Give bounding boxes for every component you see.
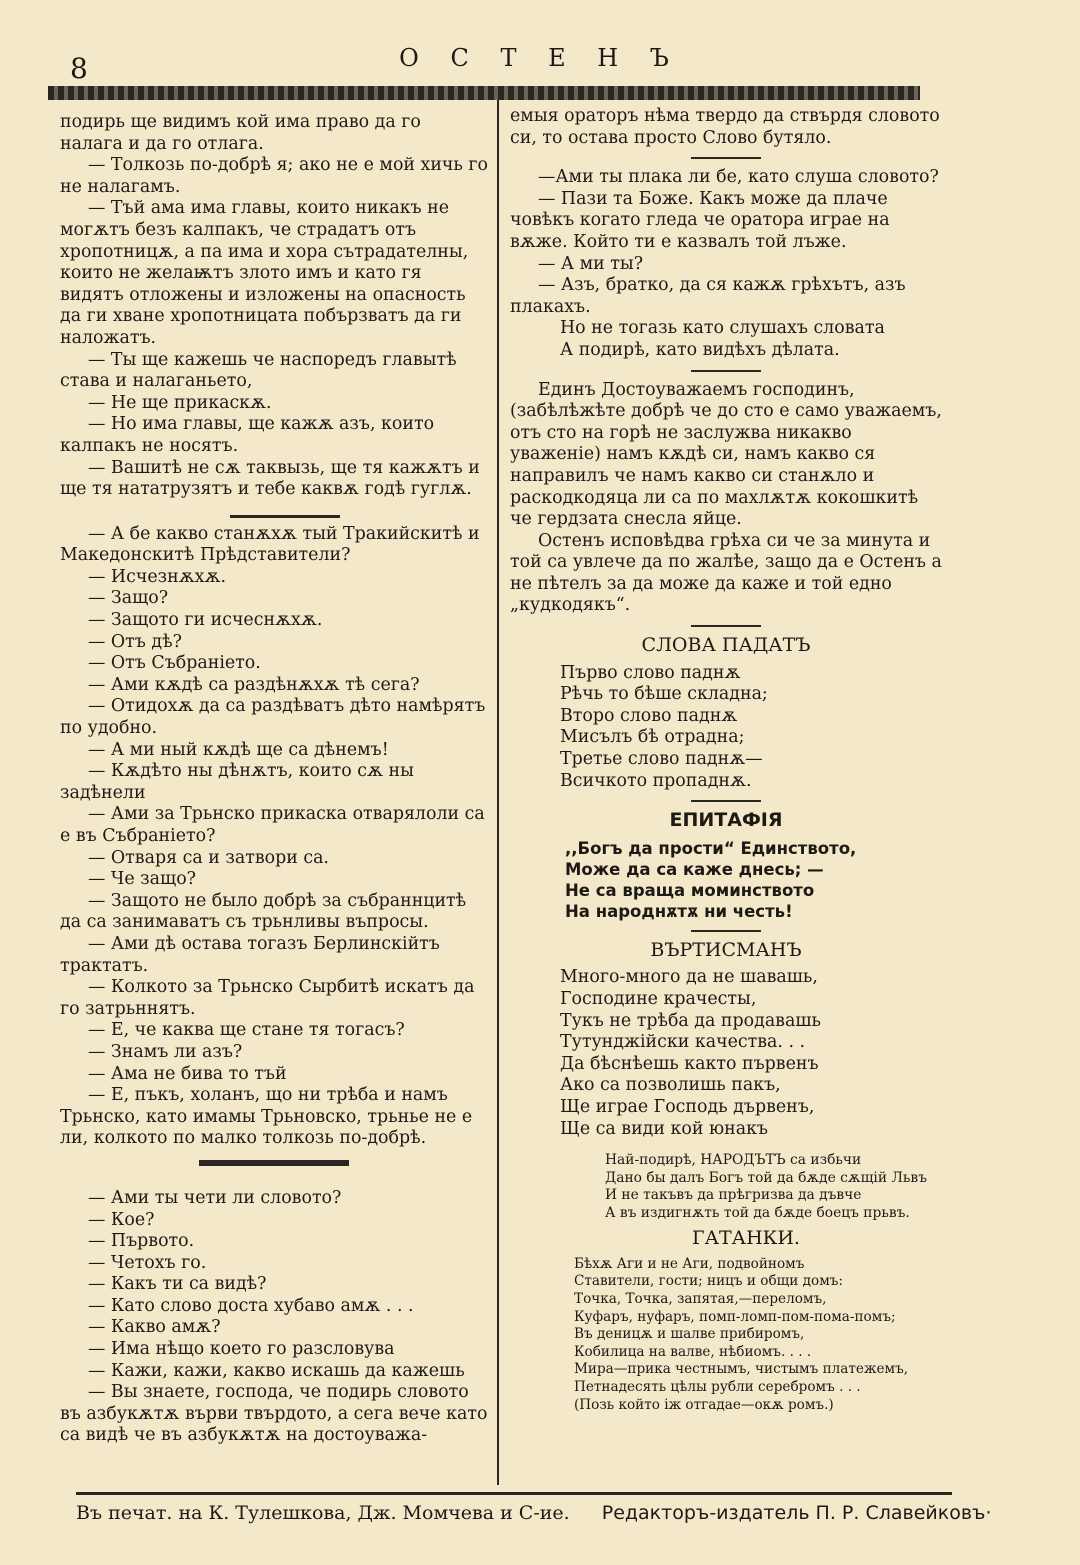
text-block: Остенъ исповѣдва грѣха си че за минута и той са увлече да по жалѣе, защо да е Остенъ а не пѣтелъ за да може да каже и той едно „кудкодякъ“. xyxy=(510,530,942,616)
verse-line: Третье слово паднѫ— xyxy=(560,749,763,770)
verse-line: Първо слово паднѫ xyxy=(560,662,741,683)
verse-line: Ако са позволишь пакъ, xyxy=(560,1075,781,1096)
section-separator xyxy=(691,625,761,627)
riddle-line: Мира—прика честнымъ, чистымъ платежемъ, xyxy=(574,1361,909,1378)
verse-line: А въ издигнѫть той да бѫде боецъ прьвъ. xyxy=(605,1204,910,1221)
section-separator xyxy=(230,515,340,518)
text-block: — А ми ный кѫдѣ ще са дѣнемъ! xyxy=(88,739,389,760)
riddle-line: Бѣхѫ Аги и не Аги, подвойномъ xyxy=(574,1255,805,1272)
imprint-footer xyxy=(76,1502,992,1524)
riddle-line: Въ деницѫ и шалве прибиромъ, xyxy=(574,1326,805,1343)
text-block: — Какъ ти са видѣ? xyxy=(88,1274,267,1295)
dialogue-line: — Азъ, братко, да ся кажѫ грѣхътъ, азъ плакахъ. xyxy=(510,275,906,317)
text-block: — Ами ты чети ли словото? xyxy=(88,1187,342,1208)
text-block: — Защо? xyxy=(88,588,169,609)
text-block: — Четохъ го. xyxy=(88,1252,207,1273)
verse-line: Рѣчь то бѣше складна; xyxy=(560,684,768,705)
text-block: — Колкото за Трьнско Сырбитѣ искатъ да го затрьннятъ. xyxy=(60,977,475,1019)
text-block: — Не ще прикаскѫ. xyxy=(88,392,272,413)
riddle-line: Петнадесять цѣлы рубли серебромъ . . . xyxy=(574,1378,861,1395)
text-block: — Има нѣщо което го разсловува xyxy=(88,1339,395,1360)
dialogue-line: — А ми ты? xyxy=(538,253,644,274)
footer-rule xyxy=(76,1492,952,1495)
verse-line: Второ слово паднѫ xyxy=(560,705,738,726)
masthead-title: О С Т Е Н Ъ xyxy=(399,44,681,72)
text-block: — Вашитѣ не сѫ таквызь, ще тя кажѫтъ и ще тя нататрузятъ и тебе каквѫ годѣ гуглѫ. xyxy=(60,457,480,500)
section-separator xyxy=(691,930,761,932)
section-title: ВЪРТИСМАНЪ xyxy=(650,938,802,961)
verse-line: ,,Богъ да прости“ Единството, xyxy=(565,838,857,858)
column-divider xyxy=(497,100,499,1485)
verse-line: Но не тогазь като слушахъ словата xyxy=(560,318,885,339)
section-separator xyxy=(199,1160,349,1166)
dialogue-line: —Ами ты плака ли бе, като слуша словото? xyxy=(538,167,939,188)
masthead-rule xyxy=(48,86,920,100)
riddle-line: Кобилица на валве, нѣбиомъ. . . . xyxy=(574,1343,812,1360)
verse-line: Много-много да не шавашь, xyxy=(560,967,818,988)
text-block: — Кѫдѣто ны дѣнѫтъ, които сѫ ны задѣнели xyxy=(60,761,414,803)
printer-credit: Въ печат. на К. Тулешкова, Дж. Момчева и С-ие. xyxy=(76,1502,570,1524)
text-block: — А бе какво станѫхѫ тый Тракийскитѣ и Македонскитѣ Прѣдставители? xyxy=(60,523,480,566)
verse-line: И не такъвъ да прѣгризва да дъвче xyxy=(605,1187,862,1204)
text-block: емыя ораторъ нѣма твердо да ствърдя словото си, то остава просто Слово бутяло. xyxy=(510,106,940,148)
text-block: — Кажи, кажи, какво искашь да кажешь xyxy=(88,1360,465,1381)
text-block: — Е, че каква ще стане тя тогасъ? xyxy=(88,1020,405,1041)
verse-line: Да бѣснѣешь както първенъ xyxy=(560,1053,819,1074)
text-block: — Толкозь по-добрѣ я; ако не е мой хичь го не налагамъ. xyxy=(60,155,489,197)
section-title: ГАТАНКИ. xyxy=(692,1227,800,1250)
text-block: — Отваря са и затвори са. xyxy=(88,847,329,868)
verse-line: Всичкото пропаднѫ. xyxy=(560,770,752,791)
text-block: — Че защо? xyxy=(88,869,196,890)
text-block: подирь ще видимъ кой има право да го налага и да го отлага. xyxy=(60,112,421,154)
verse-line: Мисълъ бѣ отрадна; xyxy=(560,727,745,748)
verse-line: Ще играе Господь дървенъ, xyxy=(560,1096,815,1117)
text-block: — Тъй ама има главы, които никакъ не могѫтъ безъ калпакъ, че страдатъ отъ хропотницѫ, а па има и хора сътрадателны, които не желаѭтъ злото имъ и като гя видятъ отложены и изложены на опасность да ги хване хропотницата побързватъ да ги наложатъ. xyxy=(60,198,469,348)
verse-line: Тутунджійски качества. . . xyxy=(560,1032,806,1053)
left-column xyxy=(60,112,488,1447)
verse-line: А подирѣ, като видѣхъ дѣлата. xyxy=(560,339,840,360)
text-block: — Защото ги исчеснѫхѫ. xyxy=(88,610,323,631)
text-block: — Отъ Събраніето. xyxy=(88,653,261,674)
text-block: — Ты ще кажешь че наспоредъ главытѣ става и налаганьето, xyxy=(60,349,457,392)
section-title: СЛОВА ПАДАТЪ xyxy=(641,634,811,657)
verse-line: Господине крачесты, xyxy=(560,989,757,1009)
text-block: — Ами за Трьнско прикаска отварялоли са е въ Събраніето? xyxy=(60,804,485,846)
editor-credit: Редакторъ-издатель П. Р. Славейковъ· xyxy=(601,1502,992,1524)
text-block: — Първото. xyxy=(88,1231,195,1252)
text-block: — Отидохѫ да са раздѣватъ дѣто намѣрятъ по удобно. xyxy=(60,696,486,739)
text-block: — Ами кѫдѣ са раздѣнѫхѫ тѣ сега? xyxy=(88,674,420,695)
verse-line: Не са враща моминството xyxy=(565,880,815,900)
verse-line: Дано бы далъ Богъ той да бѫде сѫщій Львъ xyxy=(605,1169,927,1186)
text-block: — Знамъ ли азъ? xyxy=(88,1041,243,1062)
riddle-line: Куфаръ, нуфаръ, помп-ломп-пом-пома-помъ; xyxy=(574,1308,896,1325)
verse-line: Може да са каже днесь; — xyxy=(565,859,824,879)
text-block: — Какво амѫ? xyxy=(88,1317,221,1338)
dialogue-line: — Пази та Боже. Какъ може да плаче човѣкъ когато гледа че оратора играе на вѫже. Който ти е казвалъ той лъже. xyxy=(510,188,890,252)
riddle-line: (Позь който iж отгадае—окѫ ромъ.) xyxy=(574,1396,834,1413)
text-block: — Исчезнѫхѫ. xyxy=(88,566,227,587)
text-block: — Ама не бива то тъй xyxy=(88,1063,287,1084)
text-block: Единъ Достоуважаемъ господинъ, (забѣлѣжѣте добрѣ че до сто е само уважаемъ, отъ сто на горѣ не заслужва никакво уваженіе) намъ кѫдѣ си, намъ какво ся направилъ че намъ какво си станѫло и раскодкодяца ли са по махлѫтѫ кокошкитѣ че гердзата снесла яйце. xyxy=(510,379,942,530)
verse-line: Ще са види кой юнакъ xyxy=(560,1118,768,1139)
text-block: — Вы знаете, господа, че подирь словото въ азбукѫтѫ върви твърдото, а сега вече като са видѣ че въ азбукѫтѫ на достоуважа- xyxy=(60,1382,488,1446)
section-separator xyxy=(691,370,761,372)
right-column xyxy=(510,106,942,1414)
section-separator xyxy=(691,800,761,802)
section-separator xyxy=(691,157,761,159)
verse-line: На народнѫтѫ ни честь! xyxy=(565,901,793,921)
riddle-line: Точка, Точка, запятая,—переломъ, xyxy=(574,1290,827,1307)
riddle-line: Ставители, гости; ницъ и общи домъ: xyxy=(574,1273,844,1290)
text-block: — Защото не было добрѣ за събраннцитѣ да са занимаватъ съ трьнливы въпросы. xyxy=(60,890,467,933)
verse-line: Тукъ не трѣба да продавашь xyxy=(560,1010,821,1031)
text-block: — Но има главы, ще кажѫ азъ, които калпакъ не носятъ. xyxy=(60,414,435,456)
text-block: — Кое? xyxy=(88,1209,155,1230)
text-block: — Отъ дѣ? xyxy=(88,631,182,652)
verse-line: Най-подирѣ, НАРОДЪТЪ са избьчи xyxy=(605,1152,862,1169)
text-block: — Като слово доста хубаво амѫ . . . xyxy=(88,1295,414,1316)
section-title: ЕПИТАФІЯ xyxy=(669,809,783,832)
page-number: 8 xyxy=(70,52,88,85)
text-block: — Е, пъкъ, холанъ, що ни трѣба и намъ Трьнско, като имамы Трьновско, трьнье не е ли, колкото по малко толкозь по-добрѣ. xyxy=(60,1085,473,1149)
text-block: — Ами дѣ остава тогазъ Берлинскійтъ трактатъ. xyxy=(60,933,440,976)
